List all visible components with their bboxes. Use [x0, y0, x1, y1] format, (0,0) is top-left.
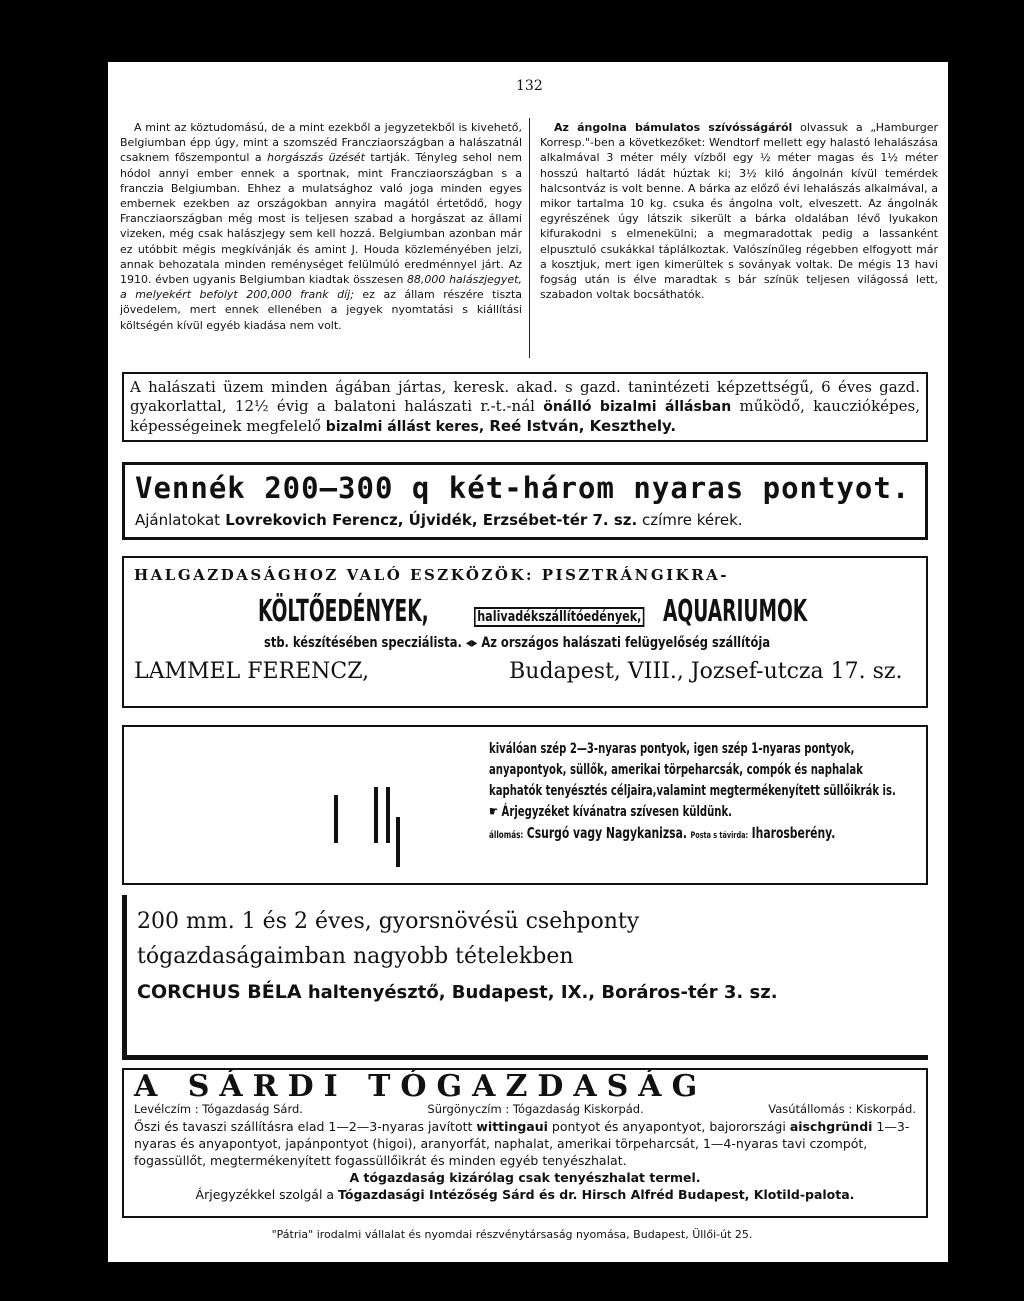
ad-town: Iharosberény.	[751, 824, 836, 842]
ad-lammel	[122, 556, 928, 708]
ad-product: AQUARIUMOK	[662, 594, 808, 629]
ad-body	[134, 1118, 916, 1169]
article-text: olvassuk a „Hamburger Korresp."-ben a következőket: Wendtorf mellett egy halastó lehalászása alkalmával 3 méter mély vízből egy ½ méter magas és 1½ méter hosszú haltartó ládát húztak ki; 3½ kiló ángolnán kívül temérdek halcsontváz is volt benne. A bárka az előző évi lehalászás alkalmával, a mikor tartalma 10 kg. csuka és ángolna volt, elveszett. Az ángolnák egyrészének úgy látszik sikerült a bárka oldalában lévő lyukakon kifurakodni s elmenekülni; a megmaradottak pedig a lassanként elpusztuló csukákkal táplálkoztak. Valószínűleg régebben elfogyott már a kosztjuk, mert igen kimerültek s soványak voltak. De mégis 13 havi fogság után is élve maradtak s bár színük teljesen világossá lett, szabadon voltak bocsáthatók.	[540, 121, 938, 302]
ad-header: HALGAZDASÁGHOZ VALÓ ESZKÖZÖK: PISZTRÁNGIKRA-	[134, 566, 730, 584]
ad-name: CORCHUS BÉLA	[137, 981, 302, 1003]
article-text: A mint az köztudomású, de a mint ezekből a jegyzetekből is kivehető, Belgiumban épp úgy, mint a szomszéd Francziaországban a halászatnál csaknem főszempontul a	[120, 121, 522, 165]
ad-bold: önálló bizalmi állásban	[543, 399, 732, 415]
column-divider	[529, 118, 530, 358]
ad-specialist-row	[264, 635, 799, 651]
article-eel	[540, 120, 938, 302]
ad-center-line: A tógazdaság kizárólag csak tenyészhalat termel.	[349, 1170, 701, 1185]
ad-product-boxed: halivadékszállítóedények,	[474, 607, 645, 627]
article-italic: 88,000 halászjegyet, a melyekért befolyt 200,000 frank díj;	[120, 273, 522, 302]
ad-text: Árjegyzéket kívánatra szívesen küldünk.	[501, 804, 733, 820]
ad-job-seeker	[122, 372, 928, 442]
ad-name: Reé István, Keszthely.	[484, 417, 677, 435]
ad-line	[489, 802, 799, 823]
ad-product: KÖLTŐEDÉNYEK,	[258, 594, 429, 629]
ad-contact-line	[134, 1186, 916, 1203]
ad-sardi	[122, 1068, 928, 1218]
ad-label: állomás:	[489, 830, 524, 841]
article-text: ez az állam részére tiszta jövedelem, mert ennek ellenében a jegyek nyomtatási s kiállítási költségén kívül egyéb kiadása nem volt.	[120, 288, 522, 332]
ad-bold: bizalmi állást keres,	[325, 419, 485, 435]
arrow-icon: ◂▸	[465, 635, 478, 651]
ad-headline: 200 mm. 1 és 2 éves, gyorsnövésü csehponty	[137, 909, 640, 934]
ad-text: 1—3-nyaras és anyapontyot, japánpontyot (higoi), aranyorfát, naphalat, amerikai törpeharcsát, 1—4-nyaras tavi czompót, fogassüllőt, megtermékenyített fogassüllőikrát és minden egyéb tenyészhalat.	[134, 1119, 910, 1168]
ad-meta	[134, 1101, 916, 1118]
ad-name-row	[137, 981, 918, 1003]
ad-products-row	[258, 594, 916, 629]
ad-name: Lovrekovich Ferencz, Újvidék, Erzsébet-tér 7. sz.	[225, 511, 638, 529]
ad-name: LAMMEL FERENCZ,	[134, 659, 370, 684]
ad-text: Árjegyzékkel szolgál a	[195, 1187, 339, 1202]
ad-pontyok	[122, 725, 928, 885]
ad-bold: Tógazdasági Intézőség Sárd és dr. Hirsch Alfréd Budapest, Klotild-palota.	[338, 1187, 855, 1202]
ad-text: Az országos halászati felügyelőség szállítója	[481, 635, 771, 651]
ad-text: működő, kauczióképes, képességeinek megfelelő	[130, 397, 920, 435]
page-number: 132	[516, 78, 543, 94]
article-italic: horgászás üzését	[267, 151, 365, 165]
ad-corchus	[122, 895, 928, 1060]
ad-subline: tógazdaságaimban nagyobb tételekben	[137, 944, 574, 969]
ad-text: Őszi és tavaszi szállításra elad 1—2—3-nyaras javított	[134, 1119, 477, 1134]
ad-name-row	[134, 659, 916, 684]
ad-line	[489, 823, 836, 847]
article-text: tartják. Tényleg sehol nem hódol annyi ember ennek a sportnak, mint Francziaországban s a franczia Belgiumban. Ehhez a mulatsághoz való joga minden egyes embernek ezekben az országokban annyira magától értetődő, hogy Francziaországban még most is teljesen szabad a horgászat az állami vizeken, még csak halászjegy sem kell hozzá. Belgiumban azonban már ez utóbbit mégis megkívánják és amint J. Houda közleményében jelzi, annak behozatala minden reménységet felülmúló eredménnyel járt. Az 1910. évben ugyanis Belgiumban kiadtak összesen	[120, 151, 522, 287]
ad-address: Budapest, VIII., Jozsef-utcza 17. sz.	[509, 659, 903, 684]
ad-headline: Vennék 200—300 q két-három nyaras pontyot.	[135, 471, 911, 505]
ad-address: haltenyésztő, Budapest, IX., Boráros-tér 3. sz.	[301, 982, 778, 1003]
pointing-hand-icon: ☛	[489, 804, 499, 820]
ad-label: Posta s távirda:	[690, 831, 749, 841]
ad-title: A SÁRDI TÓGAZDASÁG	[134, 1069, 708, 1104]
ad-line: anyapontyok, süllők, amerikai törpeharcsák, compók és naphalak	[489, 762, 863, 778]
ad-line: kiválóan szép 2—3-nyaras pontyok, igen szép 1-nyaras pontyok,	[489, 741, 855, 757]
ad-bold: wittingaui	[476, 1119, 548, 1134]
left-column	[120, 120, 522, 333]
ad-text-block	[489, 739, 919, 847]
ad-text: A halászati üzem minden ágában jártas, keresk. akad. s gazd. tanintézeti képzettségű, 6 éves gazd. gyakorlattal, 12½ évig a balatoni halászati r.-t.-nál	[130, 378, 920, 415]
ad-station: Csurgó vagy Nagykanizsa.	[526, 824, 687, 842]
right-column	[540, 120, 938, 302]
article-headline: Az ángolna bámulatos szívósságáról	[554, 121, 793, 134]
article-belgium	[120, 120, 522, 333]
ad-line: kaphatók tenyésztés céljaira,valamint megtermékenyített süllőikrák is.	[489, 783, 896, 799]
ad-bold: aischgründi	[789, 1119, 873, 1134]
ad-meta-item: Sürgönyczím : Tógazdaság Kiskorpád.	[427, 1102, 644, 1116]
ad-offer-line	[135, 511, 915, 529]
ad-meta-item: Levélczím : Tógazdaság Sárd.	[134, 1102, 303, 1116]
ad-meta-item: Vasútállomás : Kiskorpád.	[768, 1102, 916, 1116]
ad-text: Ajánlatokat	[135, 511, 221, 529]
ad-text: stb. készítésében specziálista.	[264, 635, 462, 651]
ad-text: pontyot és anyapontyot, bajorországi	[547, 1119, 790, 1134]
ad-buying-carp	[122, 462, 928, 540]
ad-text: czímre kérek.	[637, 511, 743, 529]
printer-footer: "Pátria" irodalmi vállalat és nyomdai részvénytársaság nyomása, Budapest, Üllői-út 25.	[271, 1228, 753, 1241]
